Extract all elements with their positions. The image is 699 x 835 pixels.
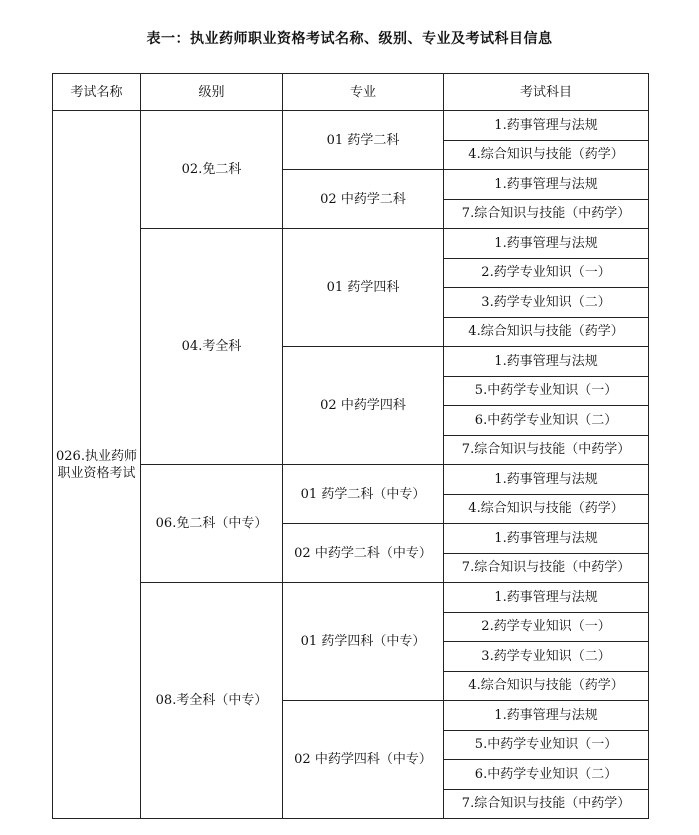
subject-cell: 5.中药学专业知识（一） [444, 376, 649, 406]
subject-cell: 2.药学专业知识（一） [444, 258, 649, 288]
header-level: 级别 [141, 74, 283, 111]
subject-cell: 4.综合知识与技能（药学） [444, 494, 649, 524]
header-subject: 考试科目 [444, 74, 649, 111]
subject-cell: 6.中药学专业知识（二） [444, 406, 649, 436]
major-cell: 01 药学二科（中专） [283, 465, 444, 524]
subject-cell: 3.药学专业知识（二） [444, 288, 649, 318]
subject-cell: 1.药事管理与法规 [444, 465, 649, 495]
header-major: 专业 [283, 74, 444, 111]
table-header-row [53, 74, 649, 111]
subject-cell: 1.药事管理与法规 [444, 524, 649, 554]
major-cell: 01 药学二科 [283, 111, 444, 170]
subject-cell: 1.药事管理与法规 [444, 347, 649, 377]
level-cell: 06.免二科（中专） [141, 465, 283, 583]
major-cell: 02 中药学二科 [283, 170, 444, 229]
subject-cell: 7.综合知识与技能（中药学） [444, 553, 649, 583]
table-row [53, 229, 649, 259]
major-cell: 01 药学四科（中专） [283, 583, 444, 701]
level-cell: 02.免二科 [141, 111, 283, 229]
subject-cell: 4.综合知识与技能（药学） [444, 317, 649, 347]
page-title: 表一：执业药师职业资格考试名称、级别、专业及考试科目信息 [146, 31, 553, 47]
major-cell: 02 中药学四科（中专） [283, 701, 444, 819]
subject-cell: 1.药事管理与法规 [444, 170, 649, 200]
header-exam-name: 考试名称 [53, 74, 141, 111]
exam-name-cell: 026.执业药师职业资格考试 [53, 111, 141, 819]
subject-cell: 1.药事管理与法规 [444, 701, 649, 731]
exam-info-table [52, 73, 649, 819]
subject-cell: 1.药事管理与法规 [444, 111, 649, 141]
major-cell: 01 药学四科 [283, 229, 444, 347]
level-cell: 04.考全科 [141, 229, 283, 465]
subject-cell: 3.药学专业知识（二） [444, 642, 649, 672]
subject-cell: 5.中药学专业知识（一） [444, 730, 649, 760]
subject-cell: 4.综合知识与技能（药学） [444, 671, 649, 701]
subject-cell: 2.药学专业知识（一） [444, 612, 649, 642]
subject-cell: 7.综合知识与技能（中药学） [444, 435, 649, 465]
major-cell: 02 中药学二科（中专） [283, 524, 444, 583]
subject-cell: 7.综合知识与技能（中药学） [444, 789, 649, 819]
level-cell: 08.考全科（中专） [141, 583, 283, 819]
major-cell: 02 中药学四科 [283, 347, 444, 465]
subject-cell: 4.综合知识与技能（药学） [444, 140, 649, 170]
table-row [53, 583, 649, 613]
subject-cell: 7.综合知识与技能（中药学） [444, 199, 649, 229]
table-body [53, 111, 649, 819]
subject-cell: 1.药事管理与法规 [444, 229, 649, 259]
table-row [53, 111, 649, 141]
subject-cell: 1.药事管理与法规 [444, 583, 649, 613]
subject-cell: 6.中药学专业知识（二） [444, 760, 649, 790]
table-row [53, 465, 649, 495]
